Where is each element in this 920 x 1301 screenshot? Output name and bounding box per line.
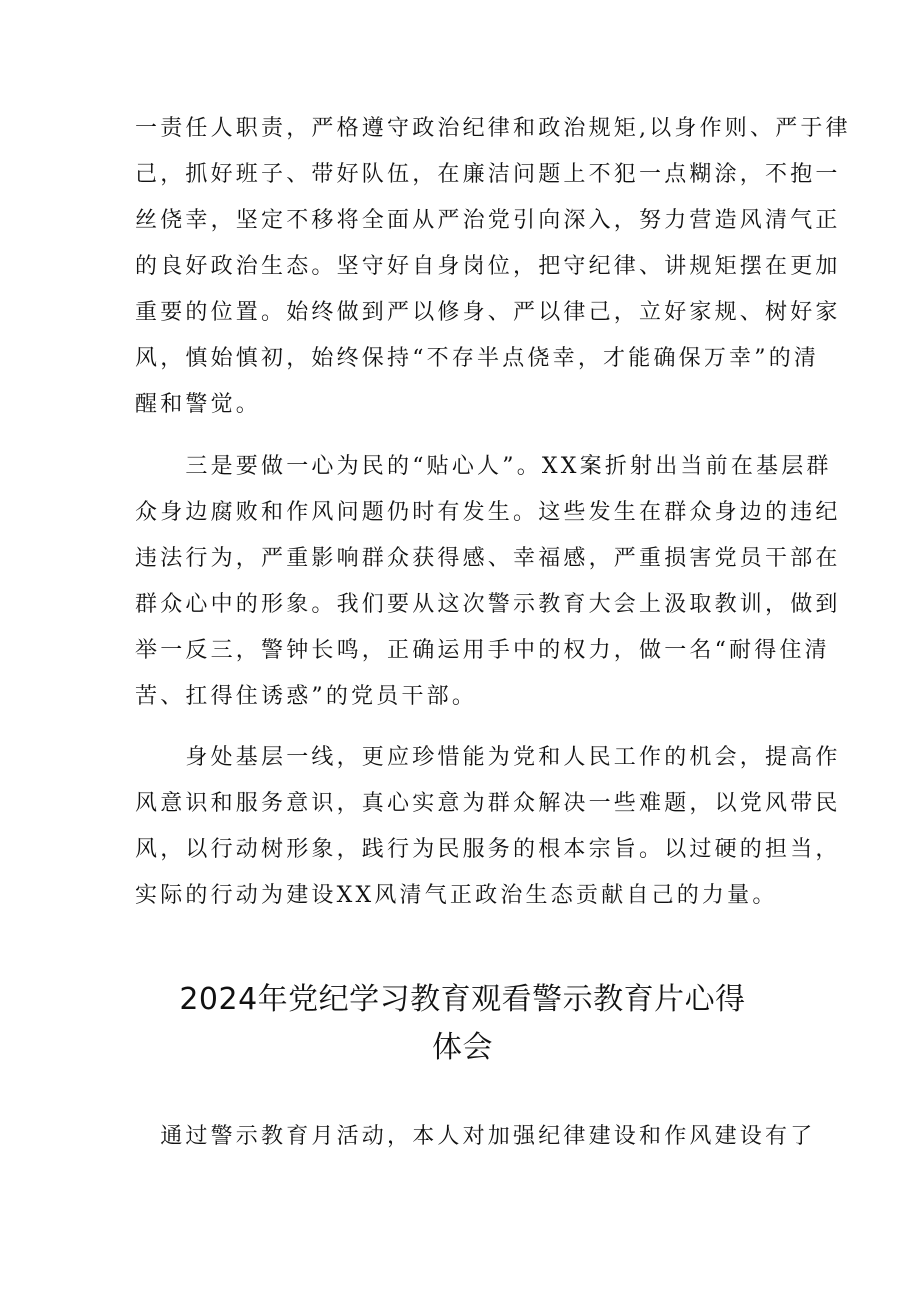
text-line: 群众心中的形象。我们要从这次警示教育大会上汲取教训，做到 xyxy=(135,592,841,617)
paragraph-grassroots xyxy=(135,735,841,919)
title-line: 体会 xyxy=(432,1030,493,1065)
text-line: 丝侥幸，坚定不移将全面从严治党引向深入，努力营造风清气正 xyxy=(135,208,841,233)
text-line: 重要的位置。始终做到严以修身、严以律己，立好家规、树好家 xyxy=(135,300,841,325)
text-line: 通过警示教育月活动，本人对加强纪律建设和作风建设有了 xyxy=(135,1124,816,1149)
text-line: 三是要做一心为民的“贴心人”。XX案折射出当前在基层群 xyxy=(135,454,832,479)
text-line: 风，慎始慎初，始终保持“不存半点侥幸，才能确保万幸”的清 xyxy=(135,346,820,371)
text-line: 身处基层一线，更应珍惜能为党和人民工作的机会，提高作 xyxy=(135,745,841,770)
document-title xyxy=(135,976,790,1072)
text-line: 违法行为，严重影响群众获得感、幸福感，严重损害党员干部在 xyxy=(135,546,841,571)
text-line: 醒和警觉。 xyxy=(135,392,262,417)
text-line: 己，抓好班子、带好队伍，在廉洁问题上不犯一点糊涂，不抱一 xyxy=(135,162,841,187)
paragraph-heart-for-people xyxy=(135,444,841,720)
text-line: 实际的行动为建设XX风清气正政治生态贡献自己的力量。 xyxy=(135,883,778,908)
text-line: 众身边腐败和作风问题仍时有发生。这些发生在群众身边的违纪 xyxy=(135,500,841,525)
text-line: 举一反三，警钟长鸣，正确运用手中的权力，做一名“耐得住清 xyxy=(135,638,830,663)
text-line: 的良好政治生态。坚守好自身岗位，把守纪律、讲规矩摆在更加 xyxy=(135,254,841,279)
text-line: 风，以行动树形象，践行为民服务的根本宗旨。以过硬的担当， xyxy=(135,837,841,862)
paragraph-discipline xyxy=(135,106,851,428)
text-line: 风意识和服务意识，真心实意为群众解决一些难题，以党风带民 xyxy=(135,791,841,816)
paragraph-intro xyxy=(135,1114,816,1160)
text-line: 苦、扛得住诱惑”的党员干部。 xyxy=(135,684,478,709)
text-line: 一责任人职责，严格遵守政治纪律和政治规矩,以身作则、严于律 xyxy=(135,116,851,141)
title-line: 2024年党纪学习教育观看警示教育片心得 xyxy=(179,982,746,1017)
